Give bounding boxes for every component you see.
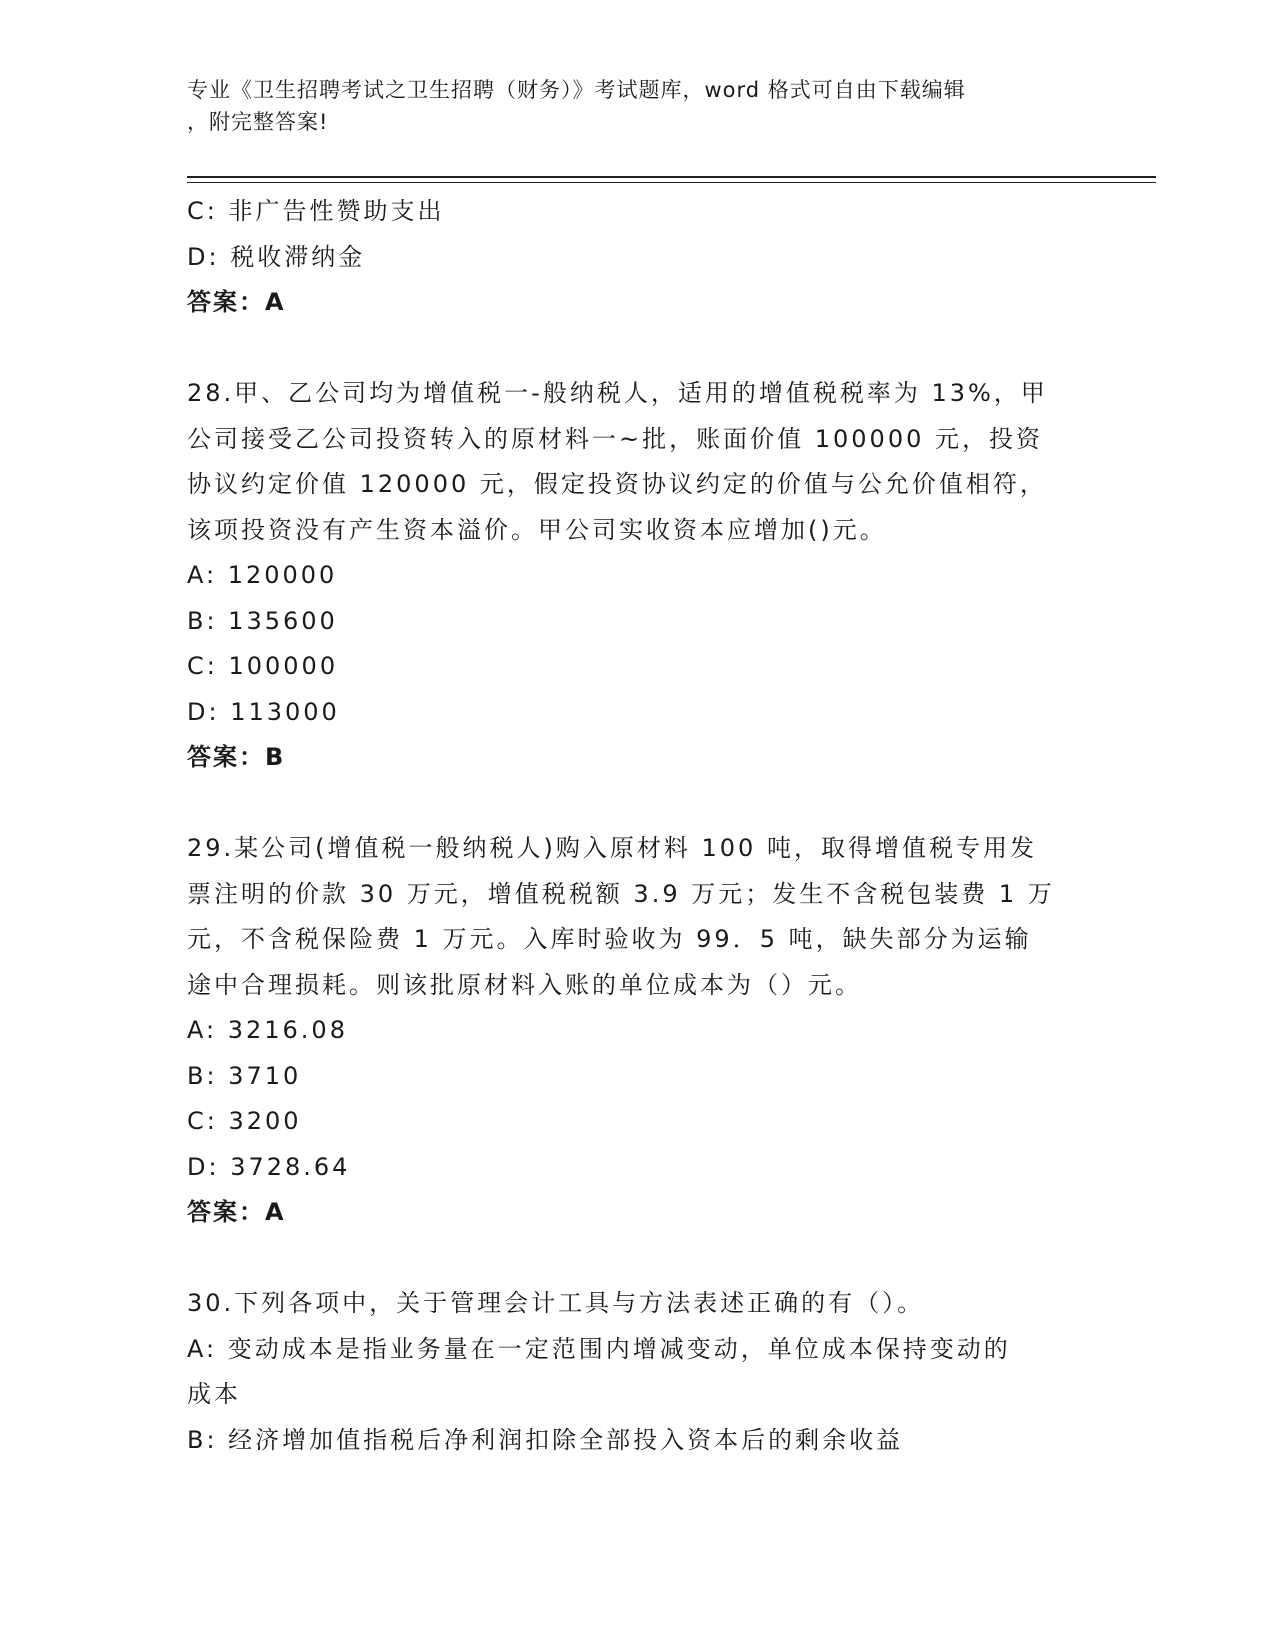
document-body — [187, 189, 1087, 1463]
spacer — [187, 326, 1087, 372]
page-header — [187, 74, 1087, 138]
question-30-line-1: 30.下列各项中，关于管理会计工具与方法表述正确的有（）。 — [187, 1289, 925, 1317]
question-29-line-1: 29.某公司(增值税一般纳税人)购入原材料 100 吨，取得增值税专用发 — [187, 834, 1037, 862]
question-29-line-4: 途中合理损耗。则该批原材料入账的单位成本为（）元。 — [187, 970, 862, 999]
spacer — [187, 1236, 1087, 1282]
option-d: D: 税收滞纳金 — [187, 242, 366, 271]
option-a: A: 120000 — [187, 561, 338, 589]
header-divider — [187, 176, 1156, 178]
option-a: A: 3216.08 — [187, 1016, 348, 1044]
header-divider-thin — [187, 182, 1156, 183]
question-28-line-1: 28.甲、乙公司均为增值税一-般纳税人，适用的增值税税率为 13%，甲 — [187, 379, 1048, 407]
question-28-line-3: 协议约定价值 120000 元，假定投资协议约定的价值与公允价值相符， — [187, 470, 1047, 498]
option-d: D: 3728.64 — [187, 1152, 351, 1181]
question-29-line-2: 票注明的价款 30 万元，增值税税额 3.9 万元；发生不含税包装费 1 万 — [187, 879, 1055, 908]
question-29-line-3: 元，不含税保险费 1 万元。入库时验收为 99．5 吨，缺失部分为运输 — [187, 925, 1032, 953]
question-28-line-2: 公司接受乙公司投资转入的原材料一~批，账面价值 100000 元，投资 — [187, 424, 1043, 453]
option-a: A: 变动成本是指业务量在一定范围内增减变动，单位成本保持变动的 — [187, 1334, 1011, 1363]
spacer — [187, 781, 1087, 827]
option-b: B: 经济增加值指税后净利润扣除全部投入资本后的剩余收益 — [187, 1425, 904, 1454]
option-c: C: 100000 — [187, 652, 339, 680]
header-line-1: 专业《卫生招聘考试之卫生招聘（财务）》考试题库，word 格式可自由下载编辑 — [187, 78, 966, 102]
question-28-line-4: 该项投资没有产生资本溢价。甲公司实收资本应增加()元。 — [187, 515, 887, 544]
option-b: B: 135600 — [187, 606, 338, 635]
header-line-2: ，附完整答案! — [187, 110, 329, 134]
answer-line: 答案：A — [187, 1198, 286, 1226]
answer-line: 答案：A — [187, 288, 286, 316]
option-c: C: 非广告性赞助支出 — [187, 197, 445, 225]
option-b: B: 3710 — [187, 1061, 302, 1090]
option-c: C: 3200 — [187, 1107, 302, 1135]
option-d: D: 113000 — [187, 697, 340, 726]
answer-line: 答案：B — [187, 743, 286, 771]
option-a-continuation: 成本 — [187, 1380, 241, 1408]
